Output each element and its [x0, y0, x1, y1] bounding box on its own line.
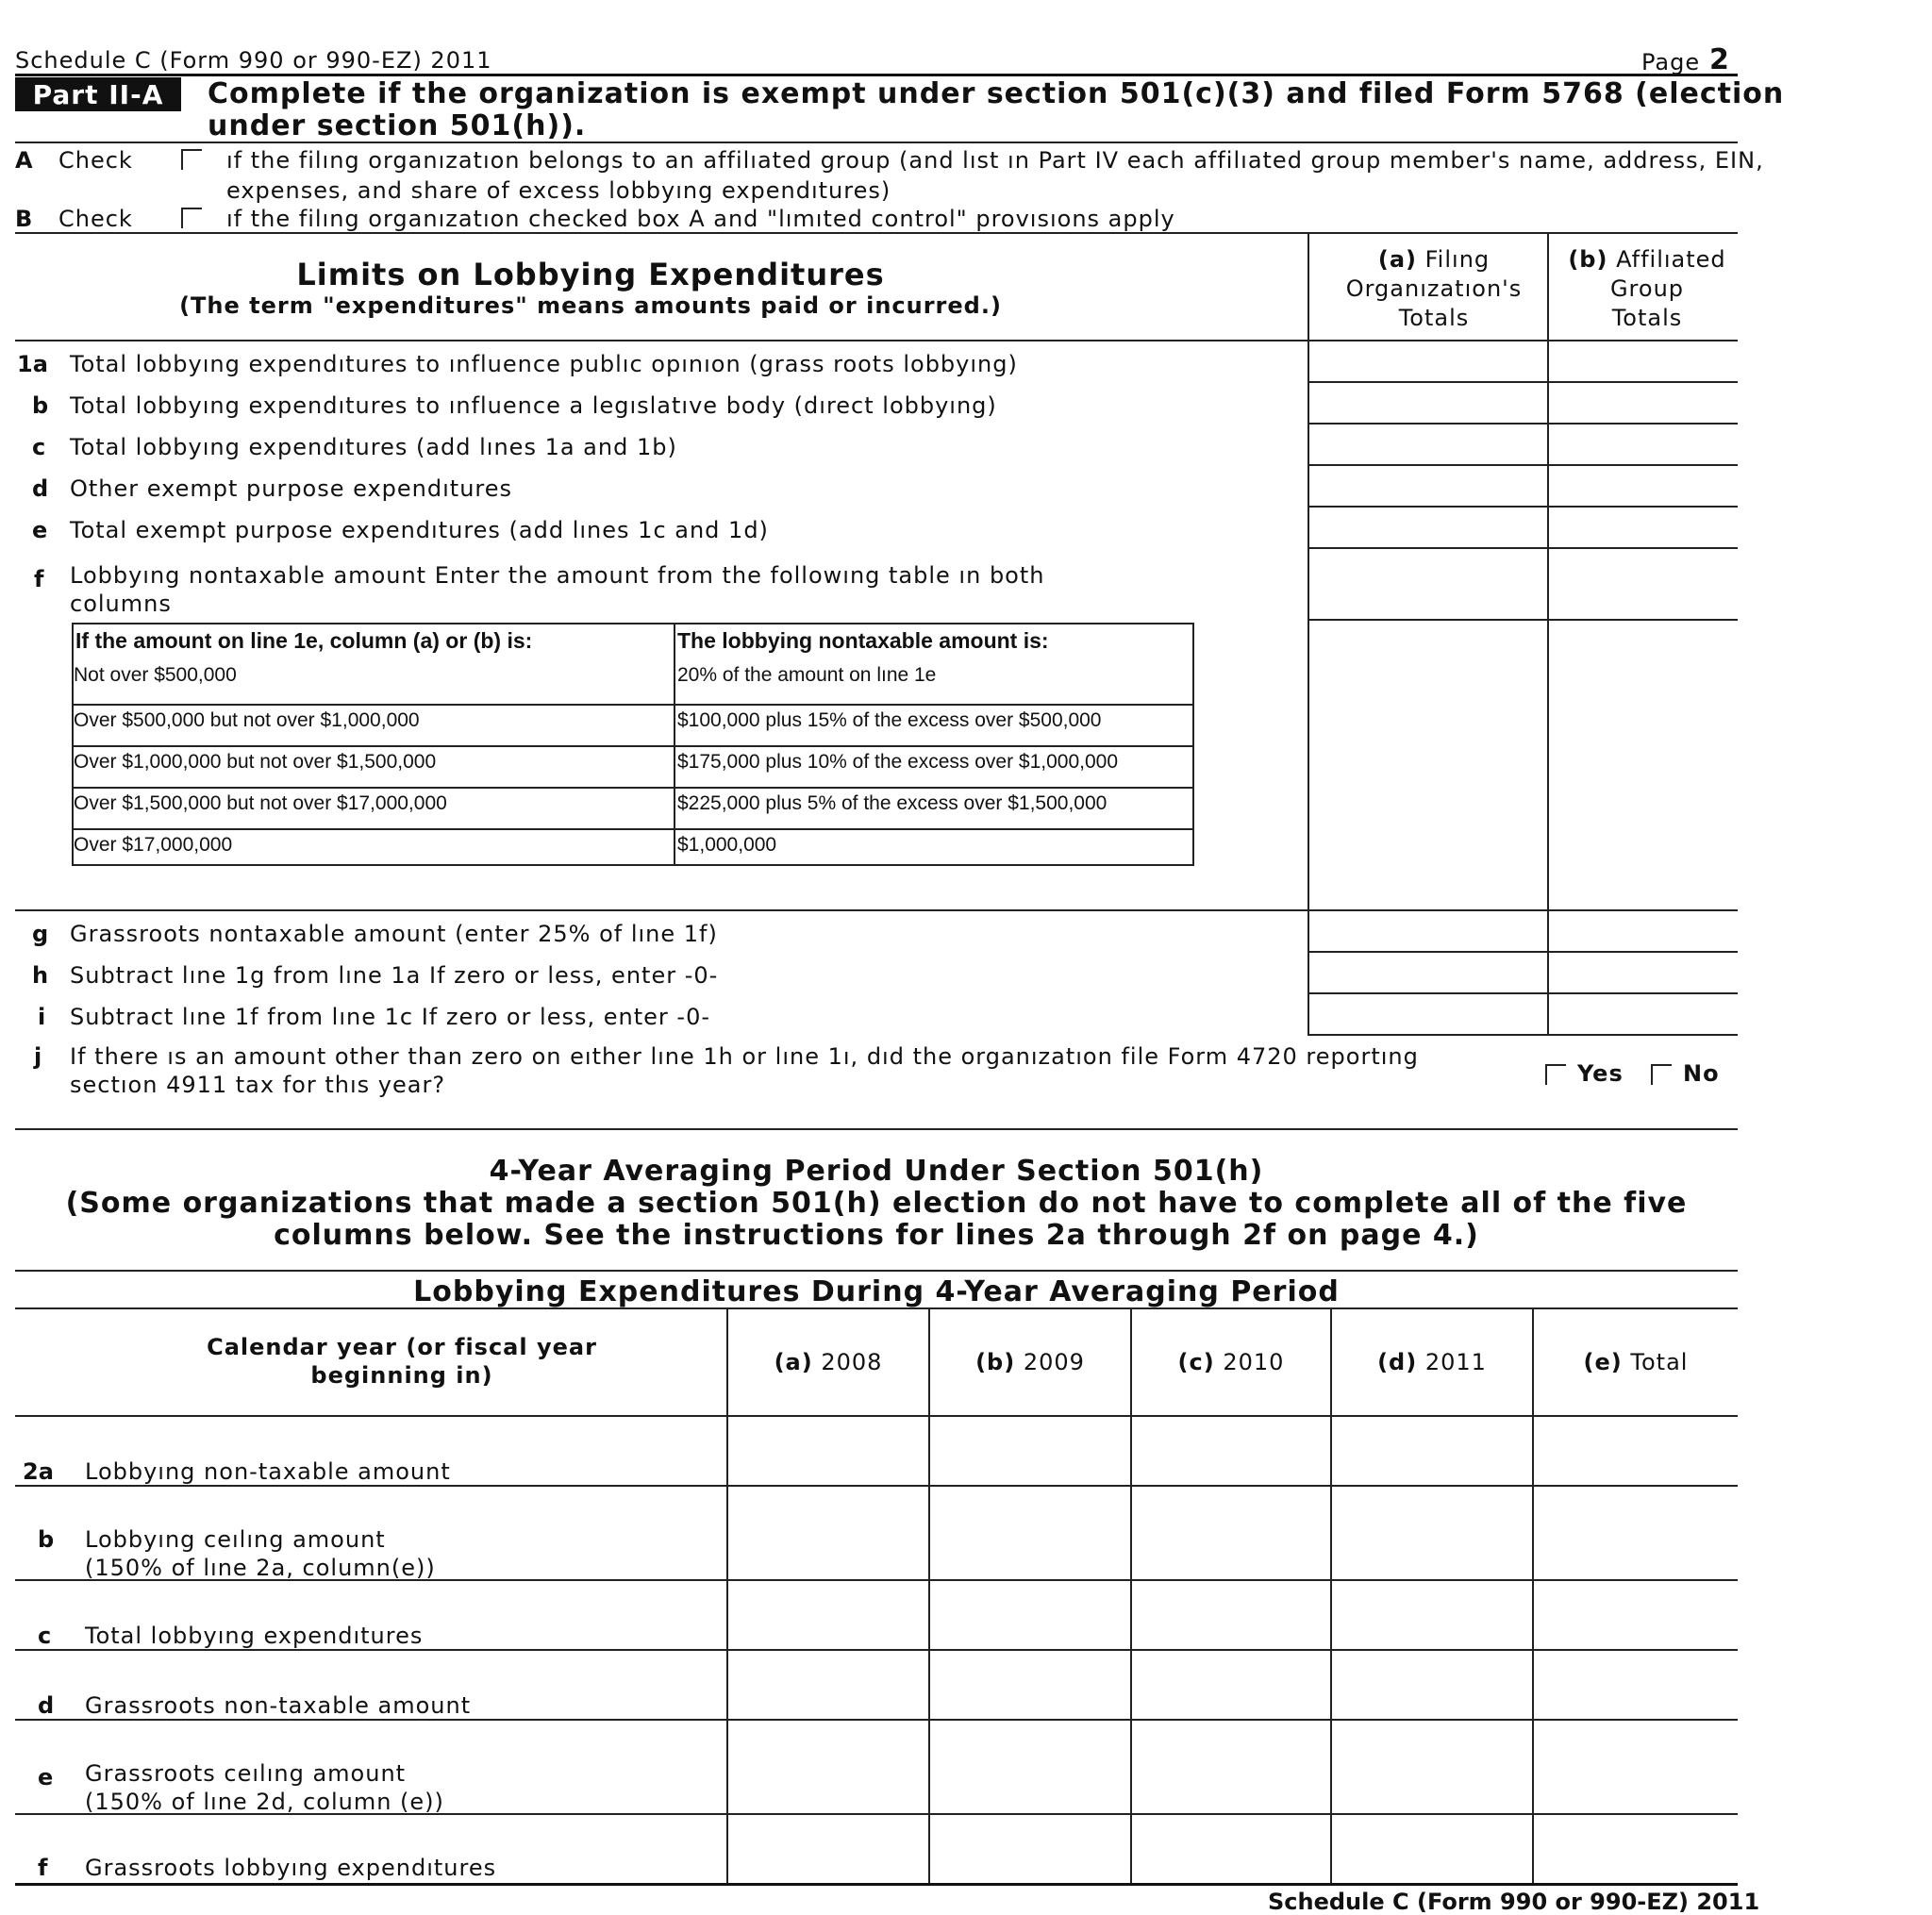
avg-col-e-border: [1532, 1307, 1534, 1883]
averaging-subhead: Lobbying Expenditures During 4-Year Averaging Period: [413, 1275, 1340, 1308]
amount-rule-1f: [1307, 619, 1738, 621]
line-g-num: g: [32, 921, 49, 947]
check-a-checkbox[interactable]: [181, 149, 202, 170]
avg-col-b-border: [928, 1307, 930, 1883]
row-2c-rule: [15, 1649, 1738, 1651]
col-b-l1: Affilıated: [1616, 246, 1726, 273]
footer-form-label: Schedule C (Form 990 or 990-EZ) 2011: [1268, 1889, 1760, 1915]
check-a-letter: A: [15, 147, 34, 174]
line-i-num: i: [38, 1004, 46, 1030]
avg-col-c-border: [1130, 1307, 1132, 1883]
line-1f-text2: columns: [70, 591, 172, 617]
part-badge: Part II-A: [15, 77, 181, 111]
check-b-letter: B: [15, 206, 34, 232]
avg-col-c-tag: (c): [1177, 1349, 1215, 1375]
col-b-left-border: [1547, 232, 1549, 1036]
limits-title: Limits on Lobbying Expenditures: [296, 257, 885, 292]
row-2a-num: 2a: [23, 1458, 54, 1485]
line-j-no-checkbox[interactable]: [1651, 1064, 1672, 1085]
page-word: Page: [1641, 49, 1701, 75]
amount-rule-1b: [1307, 423, 1738, 425]
avg-col-d-border: [1330, 1307, 1332, 1883]
amount-rule-1d: [1307, 506, 1738, 508]
line-g-top-rule: [15, 909, 1738, 911]
nontaxable-row4-left: Over $1,500,000 but not over $17,000,000: [74, 792, 447, 814]
avg-col-b-val: 2009: [1023, 1349, 1085, 1375]
avg-col-b-tag: (b): [975, 1349, 1016, 1375]
amount-rule-1a: [1307, 381, 1738, 383]
header-rule: [15, 74, 1738, 76]
section-divider: [15, 1128, 1738, 1130]
avg-col-d-head: [1332, 1349, 1532, 1375]
line-h-num: h: [32, 962, 49, 989]
averaging-subhead-rule: [15, 1307, 1738, 1309]
page-number: 2: [1709, 43, 1730, 76]
amount-rule-1c: [1307, 464, 1738, 466]
line-g-text: Grassroots nontaxable amount (enter 25% of lıne 1f): [70, 921, 718, 947]
check-a-text2: expenses, and share of excess lobbyıng expendıtures): [226, 177, 891, 204]
cal-year-label1: Calendar year (or fiscal year: [207, 1334, 597, 1360]
row-2b-rule: [15, 1579, 1738, 1581]
nontaxable-row4-right: $225,000 plus 5% of the excess over $1,500,000: [677, 792, 1108, 814]
nontaxable-row1-left: Not over $500,000: [74, 664, 237, 686]
line-1d-num: d: [32, 475, 49, 502]
amount-rule-1e: [1307, 547, 1738, 549]
check-a-text1: ıf the filıng organızatıon belongs to an affilıated group (and lıst ın Part IV each affilıated group member's name, address, EIN,: [226, 147, 1764, 174]
col-a-tag: (a): [1377, 246, 1417, 273]
check-b-checkbox[interactable]: [181, 208, 202, 228]
avg-header-rule: [15, 1415, 1738, 1417]
nontaxable-row-rule-4: [72, 828, 1194, 830]
nontaxable-row5-left: Over $17,000,000: [74, 834, 233, 856]
col-b-l3: Totals: [1611, 305, 1683, 331]
line-1f-num: f: [34, 566, 44, 592]
part-title-line2: under section 501(h)).: [208, 109, 587, 142]
row-2c-text: Total lobbyıng expendıtures: [85, 1623, 424, 1649]
nontaxable-row-rule-3: [72, 787, 1194, 789]
row-2b-text2: (150% of lıne 2a, column(e)): [85, 1555, 436, 1581]
row-2e-text1: Grassroots ceılıng amount: [85, 1760, 407, 1787]
line-j-yes-checkbox[interactable]: [1545, 1064, 1566, 1085]
limits-subtitle: (The term "expenditures" means amounts paid or incurred.): [179, 292, 1002, 319]
line-1c-text: Total lobbyıng expendıtures (add lınes 1a and 1b): [70, 434, 677, 460]
line-j-yes-label: Yes: [1577, 1060, 1624, 1087]
nontaxable-row3-right: $175,000 plus 10% of the excess over $1,000,000: [677, 751, 1119, 773]
amount-rule-h: [1307, 992, 1738, 994]
col-b-l2: Group: [1609, 275, 1685, 302]
nontaxable-row2-right: $100,000 plus 15% of the excess over $500,000: [677, 709, 1102, 731]
col-a-left-border: [1307, 232, 1309, 1036]
line-1b-text: Total lobbyıng expendıtures to ınfluence a legıslatıve body (dırect lobbyıng): [70, 392, 997, 419]
line-1e-num: e: [32, 517, 48, 543]
col-b-tag: (b): [1568, 246, 1608, 273]
row-2a-rule: [15, 1485, 1738, 1487]
line-i-text: Subtract lıne 1f from lıne 1c If zero or less, enter -0-: [70, 1004, 710, 1030]
row-2f-num: f: [38, 1855, 48, 1881]
row-2e-text2: (150% of lıne 2d, column (e)): [85, 1789, 444, 1815]
line-1c-num: c: [32, 434, 46, 460]
line-1f-text1: Lobbyıng nontaxable amount Enter the amount from the followıng table ın both: [70, 562, 1045, 589]
averaging-title2: (Some organizations that made a section 501(h) election do not have to complete all of the five: [65, 1187, 1688, 1220]
avg-col-a-val: 2008: [821, 1349, 883, 1375]
avg-col-e-head: [1534, 1349, 1738, 1375]
check-b-text1: ıf the filıng organızatıon checked box A and "lımıted control" provısıons apply: [226, 206, 1175, 232]
cal-year-label2: beginning in): [310, 1362, 493, 1389]
col-b-header: [1553, 245, 1741, 333]
line-j-text2: sectıon 4911 tax for thıs year?: [70, 1072, 446, 1098]
row-2e-rule: [15, 1813, 1738, 1815]
avg-col-b-head: [930, 1349, 1130, 1375]
check-a-word: Check: [58, 147, 133, 174]
check-b-word: Check: [58, 206, 133, 232]
avg-col-c-head: [1132, 1349, 1330, 1375]
row-2d-text: Grassroots non-taxable amount: [85, 1692, 472, 1719]
col-a-l2: Organızatıon's: [1345, 275, 1523, 302]
line-1b-num: b: [32, 392, 49, 419]
amount-rule-g: [1307, 951, 1738, 953]
checks-rule: [15, 232, 1738, 234]
nontaxable-row1-right: 20% of the amount on lıne 1e: [677, 664, 937, 686]
col-a-header: [1311, 245, 1557, 333]
row-2d-rule: [15, 1719, 1738, 1721]
nontaxable-row-rule-1: [72, 704, 1194, 706]
nontaxable-head-right: The lobbying nontaxable amount is:: [677, 628, 1049, 653]
row-2a-text: Lobbyıng non-taxable amount: [85, 1458, 451, 1485]
form-header-label: Schedule C (Form 990 or 990-EZ) 2011: [15, 47, 492, 74]
avg-col-d-val: 2011: [1424, 1349, 1487, 1375]
line-h-text: Subtract lıne 1g from lıne 1a If zero or less, enter -0-: [70, 962, 719, 989]
row-2e-num: e: [38, 1764, 54, 1790]
row-2f-rule: [15, 1883, 1738, 1886]
avg-col-a-head: [728, 1349, 928, 1375]
avg-col-d-tag: (d): [1377, 1349, 1418, 1375]
limits-head-rule: [15, 340, 1738, 341]
avg-col-e-val: Total: [1630, 1349, 1689, 1375]
line-j-text1: If there ıs an amount other than zero on eıther lıne 1h or lıne 1ı, dıd the organızatıon file Form 4720 reportıng: [70, 1043, 1419, 1070]
nontaxable-row-rule-2: [72, 745, 1194, 747]
line-1e-text: Total exempt purpose expendıtures (add lınes 1c and 1d): [70, 517, 769, 543]
nontaxable-row3-left: Over $1,000,000 but not over $1,500,000: [74, 751, 437, 773]
row-2c-num: c: [38, 1623, 52, 1649]
row-2f-text: Grassroots lobbyıng expendıtures: [85, 1855, 497, 1881]
averaging-title3: columns below. See the instructions for lines 2a through 2f on page 4.): [274, 1219, 1479, 1252]
line-1d-text: Other exempt purpose expendıtures: [70, 475, 513, 502]
col-a-l3: Totals: [1398, 305, 1470, 331]
col-a-l1: Filıng: [1424, 246, 1491, 273]
line-j-num: j: [34, 1043, 42, 1070]
line-1a-num: 1a: [17, 351, 48, 377]
part-title-line1: Complete if the organization is exempt under section 501(c)(3) and filed Form 5768 (election: [208, 77, 1785, 110]
avg-col-c-val: 2010: [1223, 1349, 1285, 1375]
line-j-no-label: No: [1683, 1060, 1720, 1087]
line-1a-text: Total lobbyıng expendıtures to ınfluence publıc opınıon (grass roots lobbyıng): [70, 351, 1018, 377]
row-2d-num: d: [38, 1692, 55, 1719]
part-rule: [15, 142, 1738, 143]
avg-col-a-border: [726, 1307, 728, 1883]
amount-rule-i: [1307, 1034, 1738, 1036]
avg-col-e-tag: (e): [1583, 1349, 1623, 1375]
row-2b-num: b: [38, 1526, 55, 1553]
averaging-top-rule: [15, 1270, 1738, 1272]
nontaxable-row2-left: Over $500,000 but not over $1,000,000: [74, 709, 420, 731]
nontaxable-head-left: If the amount on line 1e, column (a) or (b) is:: [75, 628, 533, 653]
nontaxable-row5-right: $1,000,000: [677, 834, 777, 856]
averaging-title1: 4-Year Averaging Period Under Section 501(h): [489, 1155, 1264, 1188]
avg-col-a-tag: (a): [774, 1349, 813, 1375]
row-2b-text1: Lobbyıng ceılıng amount: [85, 1526, 386, 1553]
